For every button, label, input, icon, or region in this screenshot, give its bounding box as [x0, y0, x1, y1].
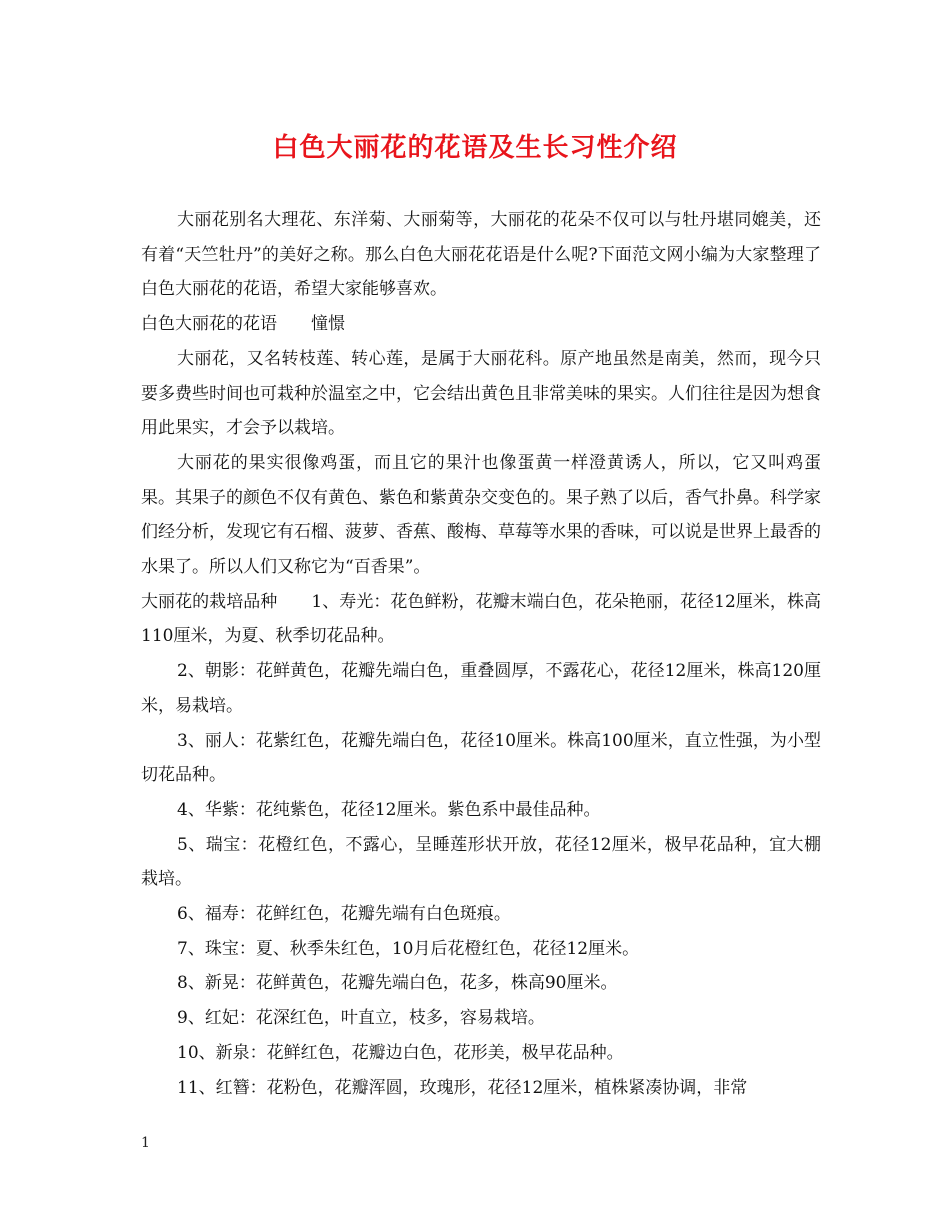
- paragraph-origin: 大丽花，又名转枝莲、转心莲，是属于大丽花科。原产地虽然是南美，然而，现今只要多费些时间也可栽种於温室之中，它会结出黄色且非常美味的果实。人们往往是因为想食用此果实，才会予以栽培。: [141, 348, 821, 439]
- intro-paragraph: 大丽花别名大理花、东洋菊、大丽菊等，大丽花的花朵不仅可以与牡丹堪同媲美，还有着“天竺牡丹”的美好之称。那么白色大丽花花语是什么呢?下面范文网小编为大家整理了白色大丽花的花语，希望大家能够喜欢。: [141, 210, 821, 300]
- page-number: 1: [141, 1135, 150, 1151]
- cultivar-item: 6、福寿：花鲜红色，花瓣先端有白色斑痕。: [177, 904, 511, 925]
- document-body: [141, 203, 821, 1105]
- cultivar-item: 5、瑞宝：花橙红色，不露心，呈睡莲形状开放，花径12厘米，极早花品种，宜大棚栽培。: [141, 834, 821, 890]
- cultivar-item: 3、丽人：花紫红色，花瓣先端白色，花径10厘米。株高100厘米，直立性强，为小型切花品种。: [141, 730, 821, 786]
- cultivar-item: 10、新泉：花鲜红色，花瓣边白色，花形美，极早花品种。: [177, 1042, 624, 1063]
- paragraph-fruit: 大丽花的果实很像鸡蛋，而且它的果汁也像蛋黄一样澄黄诱人，所以，它又叫鸡蛋果。其果子的颜色不仅有黄色、紫色和紫黄杂交变色的。果子熟了以后，香气扑鼻。科学家们经分析，发现它有石榴、菠萝、香蕉、酸梅、草莓等水果的香味，可以说是世界上最香的水果了。所以人们又称它为“百香果”。: [141, 452, 821, 578]
- flower-language-heading: 白色大丽花的花语 憧憬: [141, 314, 345, 335]
- cultivar-item: 7、珠宝：夏、秋季朱红色，10月后花橙红色，花径12厘米。: [177, 938, 640, 959]
- cultivar-item: 2、朝影：花鲜黄色，花瓣先端白色，重叠圆厚，不露花心，花径12厘米，株高120厘米，易栽培。: [141, 661, 821, 716]
- cultivar-item: 4、华紫：花纯紫色，花径12厘米。紫色系中最佳品种。: [177, 799, 601, 820]
- cultivar-item: 11、红簪：花粉色，花瓣浑圆，玫瑰形，花径12厘米，植株紧凑协调，非常: [177, 1077, 748, 1098]
- cultivar-item: 9、红妃：花深红色，叶直立，枝多，容易栽培。: [177, 1008, 545, 1029]
- document-title: 白色大丽花的花语及生长习性介绍: [272, 133, 678, 163]
- cultivar-heading-paragraph: 大丽花的栽培品种 1、寿光：花色鲜粉，花瓣末端白色，花朵艳丽，花径12厘米，株高110厘米，为夏、秋季切花品种。: [141, 591, 821, 647]
- cultivar-item: 8、新晃：花鲜黄色，花瓣先端白色，花多，株高90厘米。: [177, 973, 618, 994]
